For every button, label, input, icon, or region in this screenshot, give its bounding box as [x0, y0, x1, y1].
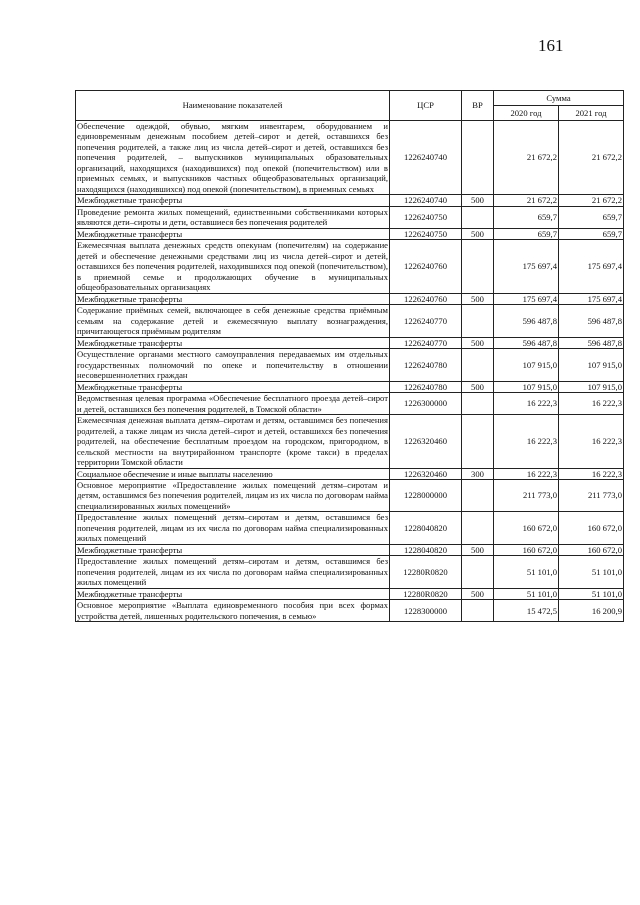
row-sum-2021: 596 487,8	[559, 305, 624, 337]
row-vr: 500	[462, 195, 494, 206]
row-sum-2021: 16 222,3	[559, 415, 624, 468]
table-row	[76, 228, 624, 239]
table-row	[76, 381, 624, 392]
row-sum-2021: 211 773,0	[559, 479, 624, 511]
row-name: Ежемесячная денежная выплата детям–сиротам и детям, оставшимся без попечения родителей, а также лицам из числа детей–сирот и детей, оставшихся без попечения родителей, на обеспечение бесплатным проездом на городском, пригородном, в сельской местности на внутрирайонном транспорте (кроме такси) в пределах территории Томской области	[77, 415, 388, 468]
row-vr: 500	[462, 381, 494, 392]
row-sum-2021: 16 200,9	[559, 600, 624, 622]
row-sum-2020: 16 222,3	[494, 393, 559, 415]
row-sum-2020: 659,7	[494, 206, 559, 228]
row-csr: 1226240740	[390, 121, 462, 195]
row-csr: 12280R0820	[390, 556, 462, 588]
table-row	[76, 393, 624, 415]
table-row	[76, 293, 624, 304]
row-sum-2021: 21 672,2	[559, 121, 624, 195]
table-row	[76, 468, 624, 479]
row-sum-2021: 16 222,3	[559, 393, 624, 415]
row-sum-2020: 596 487,8	[494, 337, 559, 348]
table-row	[76, 206, 624, 228]
row-sum-2020: 16 222,3	[494, 468, 559, 479]
row-sum-2020: 175 697,4	[494, 240, 559, 293]
row-sum-2020: 596 487,8	[494, 305, 559, 337]
row-name: Основное мероприятие «Выплата единовременного пособия при всех формах устройства детей, лишенных родительского попечения, в семью»	[77, 600, 388, 621]
row-csr: 1226320460	[390, 468, 462, 479]
table-row	[76, 415, 624, 468]
row-csr: 1226240750	[390, 228, 462, 239]
row-name: Предоставление жилых помещений детям–сиротам и детям, оставшимся без попечения родителей, лицам из их числа по договорам найма специализированных жилых помещений	[77, 556, 388, 588]
header-vr: ВР	[462, 91, 494, 121]
row-csr: 1226240780	[390, 381, 462, 392]
row-sum-2021: 16 222,3	[559, 468, 624, 479]
row-name: Межбюджетные трансферты	[76, 544, 390, 555]
row-vr	[462, 305, 494, 337]
row-sum-2021: 659,7	[559, 228, 624, 239]
header-name: Наименование показателей	[76, 91, 390, 121]
row-vr: 500	[462, 293, 494, 304]
row-vr	[462, 393, 494, 415]
row-name: Основное мероприятие «Предоставление жилых помещений детям–сиротам и детям, оставшимся без попечения родителей, лицам из их числа по договорам найма специализированных жилых помещений»	[77, 479, 388, 511]
row-sum-2021: 21 672,2	[559, 195, 624, 206]
row-sum-2020: 21 672,2	[494, 121, 559, 195]
row-vr: 500	[462, 544, 494, 555]
table-row	[76, 337, 624, 348]
row-vr	[462, 240, 494, 293]
row-name: Ежемесячная выплата денежных средств опекунам (попечителям) на содержание детей и обеспечение денежными средствами лиц из числа детей–сирот и детей, оставшихся без попечения родителей, находившихся под опекой (попечительством), в приемной семье и продолжающих обучение в муниципальных общеобразовательных организациях	[77, 240, 388, 293]
row-sum-2021: 596 487,8	[559, 337, 624, 348]
row-name: Предоставление жилых помещений детям–сиротам и детям, оставшимся без попечения родителей, лицам из их числа по договорам найма специализированных жилых помещений	[77, 512, 388, 544]
table-row	[76, 195, 624, 206]
table-row	[76, 544, 624, 555]
row-vr	[462, 600, 494, 622]
table-row	[76, 588, 624, 599]
row-sum-2021: 107 915,0	[559, 381, 624, 392]
row-csr: 1226320460	[390, 415, 462, 468]
row-csr: 1226240740	[390, 195, 462, 206]
row-name: Межбюджетные трансферты	[76, 381, 390, 392]
row-csr: 1228040820	[390, 512, 462, 544]
row-sum-2021: 175 697,4	[559, 240, 624, 293]
page-number: 161	[538, 36, 564, 55]
row-sum-2021: 160 672,0	[559, 544, 624, 555]
row-sum-2020: 51 101,0	[494, 556, 559, 588]
row-name: Межбюджетные трансферты	[76, 588, 390, 599]
header-sum: Сумма	[494, 91, 624, 106]
row-name: Межбюджетные трансферты	[76, 337, 390, 348]
row-csr: 1228300000	[390, 600, 462, 622]
row-sum-2020: 107 915,0	[494, 349, 559, 381]
row-csr: 1226300000	[390, 393, 462, 415]
table-row	[76, 479, 624, 511]
row-csr: 1226240770	[390, 305, 462, 337]
row-vr	[462, 479, 494, 511]
row-vr	[462, 415, 494, 468]
row-name: Проведение ремонта жилых помещений, единственными собственниками которых являются дети–сироты и дети, оставшиеся без попечения родителей	[77, 206, 388, 228]
row-name: Межбюджетные трансферты	[76, 195, 390, 206]
budget-table	[75, 90, 624, 622]
row-vr	[462, 206, 494, 228]
row-vr: 500	[462, 588, 494, 599]
row-sum-2021: 51 101,0	[559, 588, 624, 599]
row-csr: 1226240760	[390, 293, 462, 304]
row-name: Социальное обеспечение и иные выплаты населению	[76, 468, 390, 479]
header-year-2020: 2020 год	[494, 106, 559, 121]
row-sum-2020: 659,7	[494, 228, 559, 239]
row-vr: 300	[462, 468, 494, 479]
row-csr: 1226240750	[390, 206, 462, 228]
row-sum-2020: 160 672,0	[494, 544, 559, 555]
row-sum-2021: 160 672,0	[559, 512, 624, 544]
row-vr: 500	[462, 228, 494, 239]
row-csr: 1226240760	[390, 240, 462, 293]
row-csr: 1226240780	[390, 349, 462, 381]
row-vr	[462, 121, 494, 195]
row-sum-2020: 160 672,0	[494, 512, 559, 544]
row-vr	[462, 556, 494, 588]
row-sum-2021: 51 101,0	[559, 556, 624, 588]
row-name: Межбюджетные трансферты	[76, 293, 390, 304]
row-sum-2020: 15 472,5	[494, 600, 559, 622]
row-sum-2020: 21 672,2	[494, 195, 559, 206]
row-csr: 1228000000	[390, 479, 462, 511]
row-sum-2021: 175 697,4	[559, 293, 624, 304]
row-vr	[462, 512, 494, 544]
table-row	[76, 512, 624, 544]
row-sum-2020: 175 697,4	[494, 293, 559, 304]
row-sum-2021: 107 915,0	[559, 349, 624, 381]
row-csr: 1226240770	[390, 337, 462, 348]
header-year-2021: 2021 год	[559, 106, 624, 121]
table-row	[76, 305, 624, 337]
table-row	[76, 349, 624, 381]
row-name: Межбюджетные трансферты	[76, 228, 390, 239]
row-name: Обеспечение одеждой, обувью, мягким инвентарем, оборудованием и единовременным денежным пособием детей–сирот и детей, оставшихся без попечения родителей, а также лиц из числа детей–сирот и детей, оставшихся без попечения родителей, – выпускников муниципальных образовательных организаций, находящихся (находившихся) под опекой (попечительством) или в приемных семьях, и выпускников частных общеобразовательных организаций, находящихся (находившихся) под опекой (попечительством), в приемных семьях	[77, 121, 388, 194]
table-row	[76, 240, 624, 293]
row-csr: 12280R0820	[390, 588, 462, 599]
row-sum-2020: 211 773,0	[494, 479, 559, 511]
row-vr	[462, 349, 494, 381]
row-csr: 1228040820	[390, 544, 462, 555]
row-name: Содержание приёмных семей, включающее в себя денежные средства приёмным семьям на содержание детей и ежемесячную выплату вознаграждения, причитающегося приёмным родителям	[77, 305, 388, 337]
row-sum-2020: 51 101,0	[494, 588, 559, 599]
row-sum-2021: 659,7	[559, 206, 624, 228]
row-name: Осуществление органами местного самоуправления передаваемых им отдельных государственных полномочий по опеке и попечительству в отношении несовершеннолетних граждан	[77, 349, 388, 381]
row-name: Ведомственная целевая программа «Обеспечение бесплатного проезда детей–сирот и детей, оставшихся без попечения родителей, в Томской области»	[77, 393, 388, 414]
header-csr: ЦСР	[390, 91, 462, 121]
row-vr: 500	[462, 337, 494, 348]
table-row	[76, 121, 624, 195]
table-row	[76, 556, 624, 588]
row-sum-2020: 107 915,0	[494, 381, 559, 392]
row-sum-2020: 16 222,3	[494, 415, 559, 468]
table-row	[76, 600, 624, 622]
